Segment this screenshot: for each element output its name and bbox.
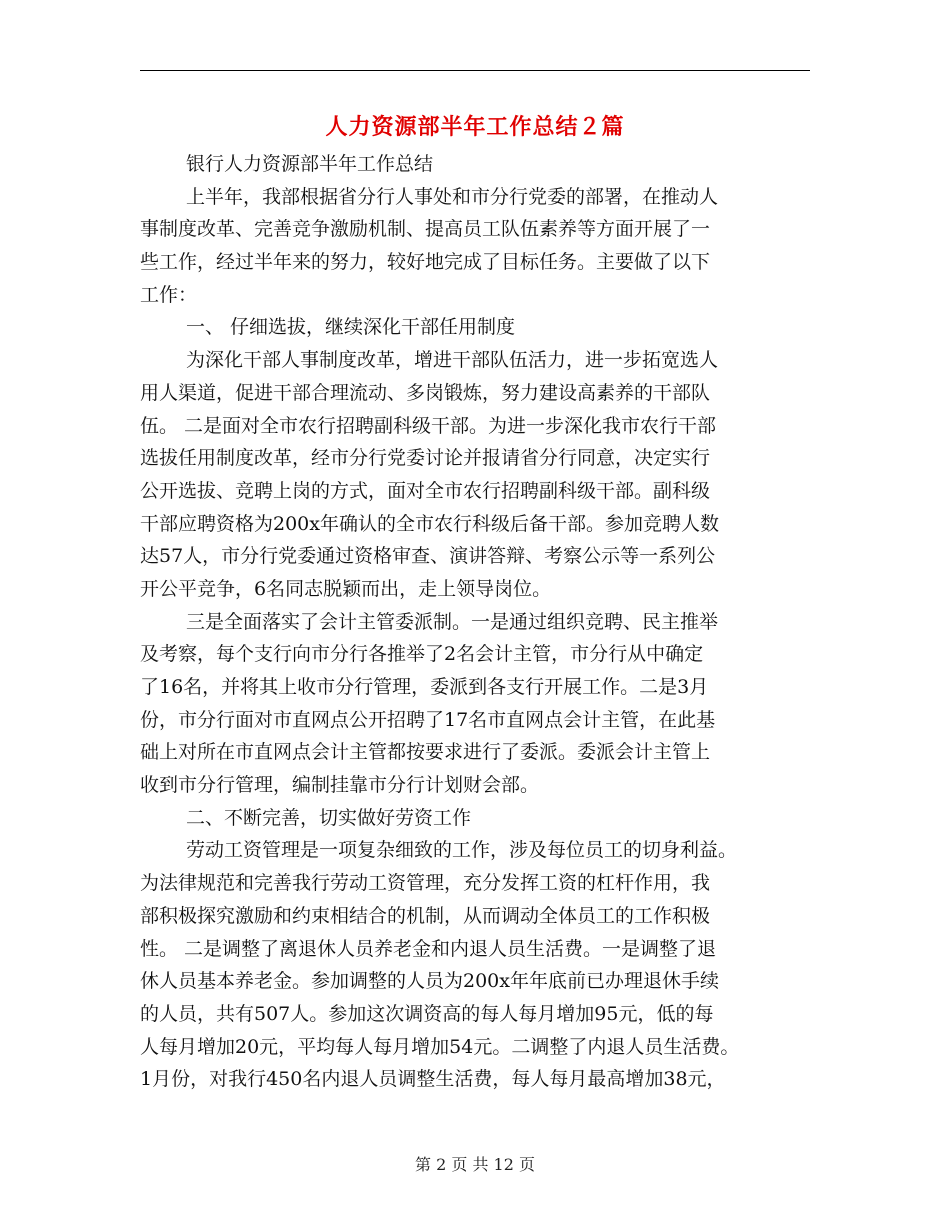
- text-line: 一、 仔细选拔，继续深化干部任用制度: [186, 316, 516, 339]
- text-line: 事制度改革、完善竞争激励机制、提高员工队伍素养等方面开展了一: [140, 218, 711, 241]
- text-line: 份，市分行面对市直网点公开招聘了17名市直网点会计主管，在此基: [140, 708, 716, 731]
- text-line: 及考察，每个支行向市分行各推举了2名会计主管，市分行从中确定: [140, 643, 704, 666]
- text-line: 础上对所在市直网点会计主管都按要求进行了委派。委派会计主管上: [140, 741, 711, 764]
- text-line: 性。 二是调整了离退休人员养老金和内退人员生活费。一是调整了退: [140, 937, 717, 960]
- text-line: 开公平竞争，6名同志脱颖而出，走上领导岗位。: [140, 577, 552, 600]
- text-line: 三是全面落实了会计主管委派制。一是通过组织竞聘、民主推举: [186, 610, 719, 633]
- text-line: 公开选拔、竞聘上岗的方式，面对全市农行招聘副科级干部。副科级: [140, 479, 711, 502]
- text-line: 的人员，共有507人。参加这次调资高的每人每月增加95元，低的每: [140, 1002, 714, 1025]
- document-body: [140, 148, 814, 1096]
- text-line: 用人渠道，促进干部合理流动、多岗锻炼，努力建设高素养的干部队: [140, 381, 711, 404]
- header-rule: [140, 70, 810, 71]
- text-line: 达57人，市分行党委通过资格审查、演讲答辩、考察公示等一系列公: [140, 545, 716, 568]
- text-line: 1月份，对我行450名内退人员调整生活费，每人每月最高增加38元，: [140, 1068, 726, 1091]
- text-line: 为法律规范和完善我行劳动工资管理，充分发挥工资的杠杆作用，我: [140, 872, 711, 895]
- text-line: 了16名，并将其上收市分行管理，委派到各支行开展工作。二是3月: [140, 676, 709, 698]
- text-line: 部积极探究激励和约束相结合的机制，从而调动全体员工的工作积极: [140, 904, 711, 927]
- text-line: 劳动工资管理是一项复杂细致的工作，涉及每位员工的切身利益。: [186, 839, 738, 862]
- text-line: 些工作，经过半年来的努力，较好地完成了目标任务。主要做了以下: [140, 251, 711, 274]
- text-line: 收到市分行管理，编制挂靠市分行计划财会部。: [140, 774, 540, 797]
- page-number-footer: 第 2 页 共 12 页: [415, 1155, 535, 1174]
- text-line: 干部应聘资格为200x年确认的全市农行科级后备干部。参加竞聘人数: [140, 512, 719, 535]
- text-line: 伍。 二是面对全市农行招聘副科级干部。为进一步深化我市农行干部: [140, 414, 717, 437]
- text-line: 休人员基本养老金。参加调整的人员为200x年年底前已办理退休手续: [140, 970, 719, 993]
- text-line: 工作：: [140, 283, 198, 306]
- text-line: 上半年，我部根据省分行人事处和市分行党委的部署，在推动人: [186, 185, 719, 208]
- text-line: 人每月增加20元，平均每人每月增加54元。二调整了内退人员生活费。: [140, 1035, 740, 1058]
- document-title: 人力资源部半年工作总结２篇: [325, 115, 625, 140]
- text-line: 二、不断完善，切实做好劳资工作: [186, 806, 472, 829]
- text-line: 银行人力资源部半年工作总结: [186, 153, 434, 175]
- text-line: 选拔任用制度改革，经市分行党委讨论并报请省分行同意，决定实行: [140, 447, 711, 470]
- text-line: 为深化干部人事制度改革，增进干部队伍活力，进一步拓宽选人: [186, 349, 719, 372]
